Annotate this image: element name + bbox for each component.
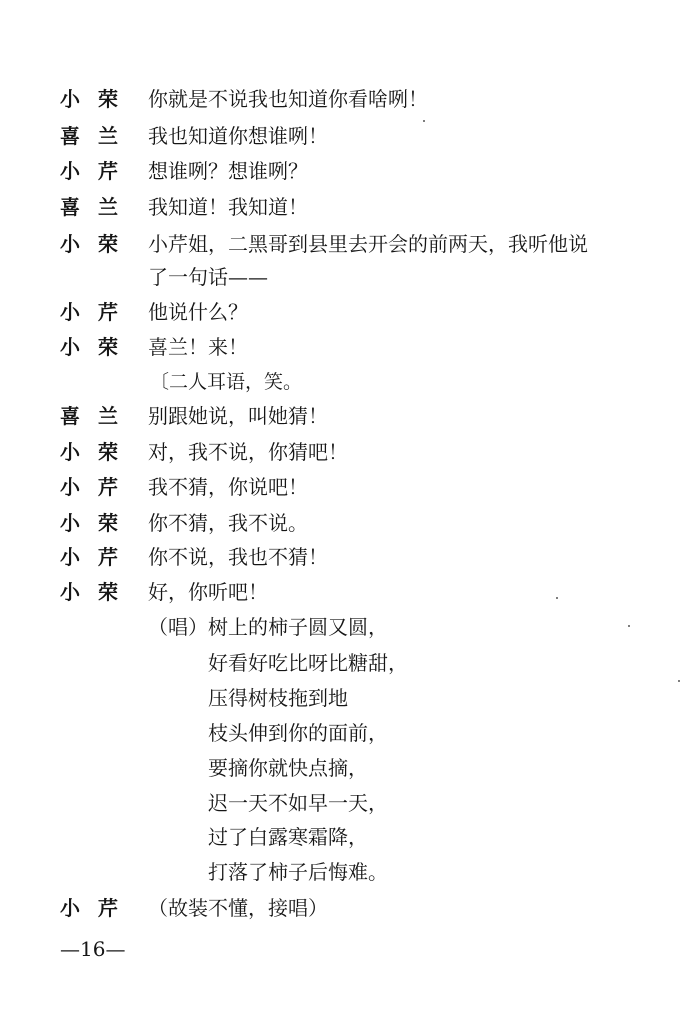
song-verse-text: 迟一天不如早一天，: [208, 791, 388, 815]
song-lead-line: [148, 612, 388, 642]
stage-direction-text: 〔二人耳语，笑。: [150, 371, 303, 393]
speaker-name: 小芹: [60, 475, 136, 499]
page-number: —16—: [60, 937, 126, 961]
song-verse-text: 要摘你就快点摘，: [208, 756, 368, 780]
speech-text: 你就是不说我也知道你看啥咧！: [148, 87, 428, 111]
song-lead-text: （唱）树上的柿子圆又圆，: [148, 615, 388, 639]
speech-text: 我不猜，你说吧！: [148, 475, 308, 499]
song-verse: [208, 683, 348, 713]
song-verse: [208, 753, 368, 783]
speech-text: 对，我不说，你猜吧！: [148, 440, 348, 464]
stage-direction: [150, 367, 302, 397]
song-verse-text: 枝头伸到你的面前，: [208, 721, 388, 745]
speech-text: 你不说，我也不猜！: [148, 545, 328, 569]
speech-text: 你不猜，我不说。: [148, 511, 308, 535]
scan-speck: [556, 597, 558, 599]
scan-speck: [423, 120, 425, 122]
stage-direction-text: （故装不懂，接唱）: [148, 896, 328, 920]
song-verse: [208, 857, 388, 887]
speaker-name: 小芹: [60, 896, 136, 920]
scan-speck: [628, 625, 630, 627]
song-verse-text: 好看好吃比呀比糖甜，: [208, 651, 408, 675]
speaker-name: 小荣: [60, 87, 136, 111]
speech-text: 我也知道你想谁咧！: [148, 124, 328, 148]
dialogue-continuation: [148, 262, 268, 292]
song-verse-text: 打落了柿子后悔难。: [208, 860, 388, 884]
speaker-name: 小荣: [60, 440, 136, 464]
speaker-name: 喜兰: [60, 404, 136, 428]
speech-text: 他说什么？: [148, 300, 248, 324]
speaker-name: 小荣: [60, 511, 136, 535]
speech-text: 想谁咧？想谁咧？: [148, 159, 308, 183]
speech-text: 我知道！我知道！: [148, 195, 308, 219]
song-verse-text: 压得树枝拖到地: [208, 686, 348, 710]
speaker-name: 小芹: [60, 545, 136, 569]
speaker-name: 喜兰: [60, 124, 136, 148]
song-verse: [208, 648, 408, 678]
song-verse: [208, 718, 388, 748]
scan-speck: [678, 680, 680, 682]
song-verse-text: 过了白露寒霜降，: [208, 825, 368, 849]
speech-text: 好，你听吧！: [148, 580, 268, 604]
speaker-name: 小芹: [60, 300, 136, 324]
song-verse: [208, 788, 388, 818]
speaker-name: 小荣: [60, 580, 136, 604]
speech-text: 别跟她说，叫她猜！: [148, 404, 328, 428]
song-verse: [208, 822, 368, 852]
speech-text: 小芹姐，二黑哥到县里去开会的前两天，我听他说: [148, 232, 588, 256]
speaker-name: 小荣: [60, 335, 136, 359]
speaker-name: 喜兰: [60, 195, 136, 219]
speaker-name: 小芹: [60, 159, 136, 183]
speaker-name: 小荣: [60, 232, 136, 256]
speech-text: 了一句话——: [148, 265, 268, 289]
speech-text: 喜兰！来！: [148, 335, 248, 359]
